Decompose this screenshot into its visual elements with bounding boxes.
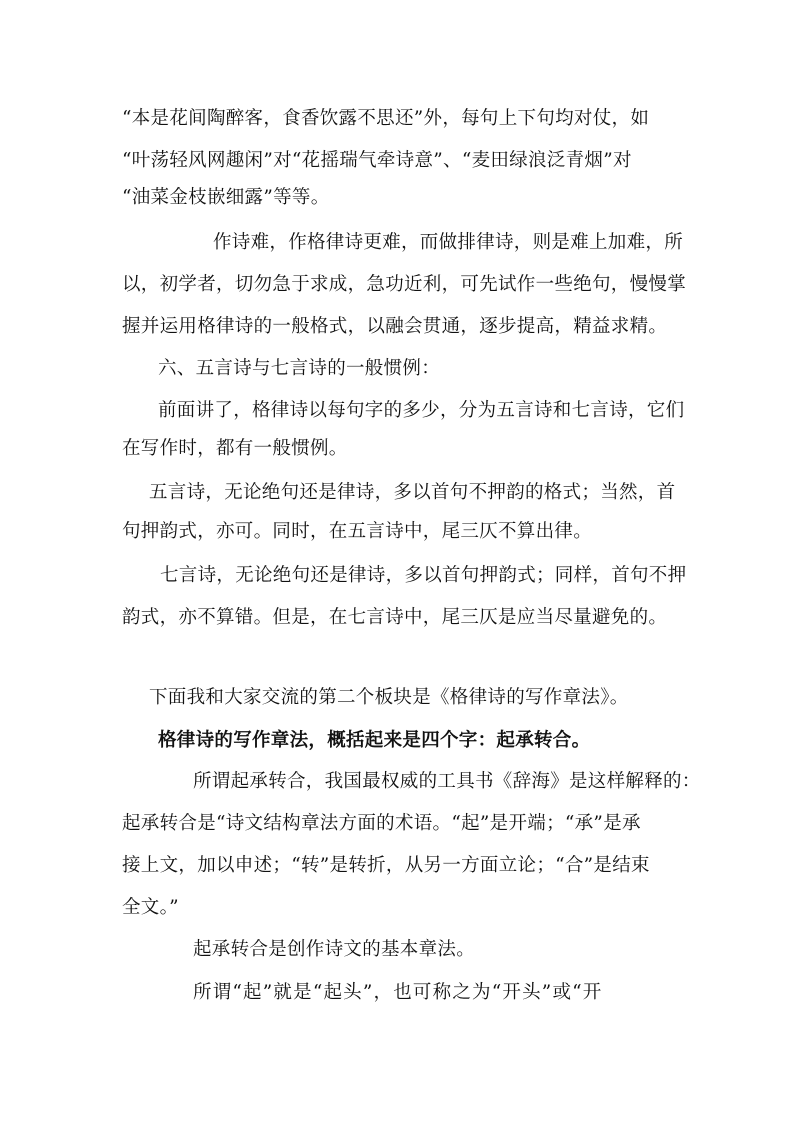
paragraph-line: 所谓“起”就是“起头”，也可称之为“开头”或“开	[193, 982, 603, 1003]
paragraph-line: 韵式，亦不算错。但是，在七言诗中，尾三仄是应当尽量避免的。	[122, 607, 668, 628]
paragraph-line: 七言诗，无论绝句还是律诗，多以首句押韵式；同样，首句不押	[160, 565, 687, 586]
paragraph-line: 下面我和大家交流的第二个板块是《格律诗的写作章法》。	[149, 687, 629, 708]
paragraph-line: 作诗难，作格律诗更难，而做排律诗，则是难上加难，所	[213, 232, 684, 253]
paragraph-line: 全文。”	[122, 897, 179, 918]
paragraph-line: 起承转合是创作诗文的基本章法。	[193, 939, 476, 960]
paragraph-line: “本是花间陶醉客，食香饮露不思还”外，每句上下句均对仗，如	[122, 108, 650, 129]
paragraph-line: “叶荡轻风网趣闲”对“花摇瑞气牵诗意”、“麦田绿浪泛青烟”对	[122, 150, 632, 171]
paragraph-line: 接上文，加以申述；“转”是转折，从另一方面立论；“合”是结束	[122, 855, 650, 876]
section-heading: 六、五言诗与七言诗的一般惯例：	[158, 358, 441, 379]
paragraph-line: 起承转合是“诗文结构章法方面的术语。“起”是开端；“承”是承	[122, 813, 641, 834]
paragraph-line: 前面讲了，格律诗以每句字的多少，分为五言诗和七言诗，它们	[158, 400, 685, 421]
paragraph-line: 句押韵式，亦可。同时，在五言诗中，尾三仄不算出律。	[122, 521, 593, 542]
paragraph-line: 五言诗，无论绝句还是律诗，多以首句不押韵的格式；当然，首	[149, 482, 676, 503]
paragraph-line: 握并运用格律诗的一般格式，以融会贯通，逐步提高，精益求精。	[122, 316, 668, 337]
paragraph-line: 所谓起承转合，我国最权威的工具书《辞海》是这样解释的：	[193, 771, 701, 792]
paragraph-line: 在写作时，都有一般惯例。	[122, 438, 348, 459]
section-heading-bold: 格律诗的写作章法，概括起来是四个字：起承转合。	[158, 730, 591, 751]
paragraph-line: 以，初学者，切勿急于求成，急功近利，可先试作一些绝句，慢慢掌	[122, 274, 687, 295]
paragraph-line: “油菜金枝嵌细露”等等。	[122, 187, 330, 208]
